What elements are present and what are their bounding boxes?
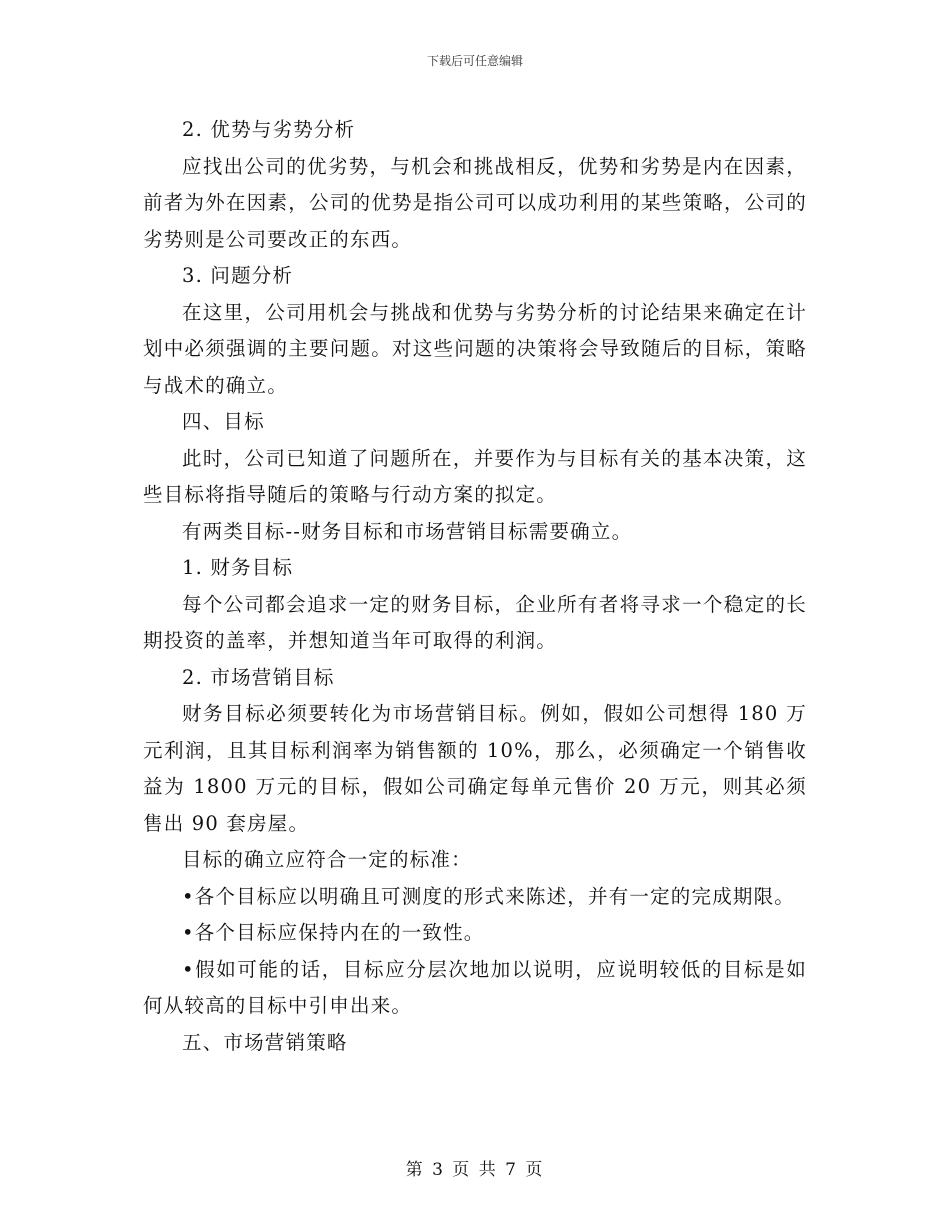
paragraph: 此时，公司已知道了问题所在，并要作为与目标有关的基本决策，这些目标将指导随后的策略与行动方案的拟定。 — [143, 446, 807, 506]
page-header: 下载后可任意编辑 — [426, 54, 523, 68]
paragraph: 有两类目标--财务目标和市场营销目标需要确立。 — [182, 519, 633, 543]
bullet-item: •各个目标应以明确且可测度的形式来陈述，并有一定的完成期限。 — [182, 884, 796, 908]
bullet-item: •各个目标应保持内在的一致性。 — [182, 921, 485, 944]
paragraph: 财务目标必须要转化为市场营销目标。例如，假如公司想得 180 万元利润，且其目标利润率为销售额的 10%，那么，必须确定一个销售收益为 1800 万元的目标，假如公司确定每单元售价 20 万元，则其必须售出 90 套房屋。 — [143, 702, 807, 835]
paragraph: 每个公司都会追求一定的财务目标，企业所有者将寻求一个稳定的长期投资的盖率，并想知道当年可取得的利润。 — [143, 592, 807, 652]
chapter-heading: 四、目标 — [182, 410, 265, 433]
chapter-heading: 五、市场营销策略 — [182, 1030, 348, 1054]
section-heading: 3. 问题分析 — [182, 264, 294, 287]
paragraph: 应找出公司的优劣势，与机会和挑战相反，优势和劣势是内在因素，前者为外在因素，公司的优势是指公司可以成功利用的某些策略，公司的劣势则是公司要改正的东西。 — [143, 154, 807, 251]
paragraph: 在这里，公司用机会与挑战和优势与劣势分析的讨论结果来确定在计划中必须强调的主要问题。对这些问题的决策将会导致随后的目标，策略与战术的确立。 — [143, 300, 807, 397]
paragraph: 目标的确立应符合一定的标准： — [182, 848, 472, 871]
page-footer: 第 3 页 共 7 页 — [405, 1160, 545, 1180]
section-heading: 1. 财务目标 — [182, 556, 294, 579]
bullet-item: •假如可能的话，目标应分层次地加以说明，应说明较低的目标是如何从较高的目标中引申出来。 — [143, 957, 807, 1017]
section-heading: 2. 优势与劣势分析 — [182, 118, 356, 141]
document-body — [143, 112, 807, 1061]
section-heading: 2. 市场营销目标 — [182, 665, 335, 689]
